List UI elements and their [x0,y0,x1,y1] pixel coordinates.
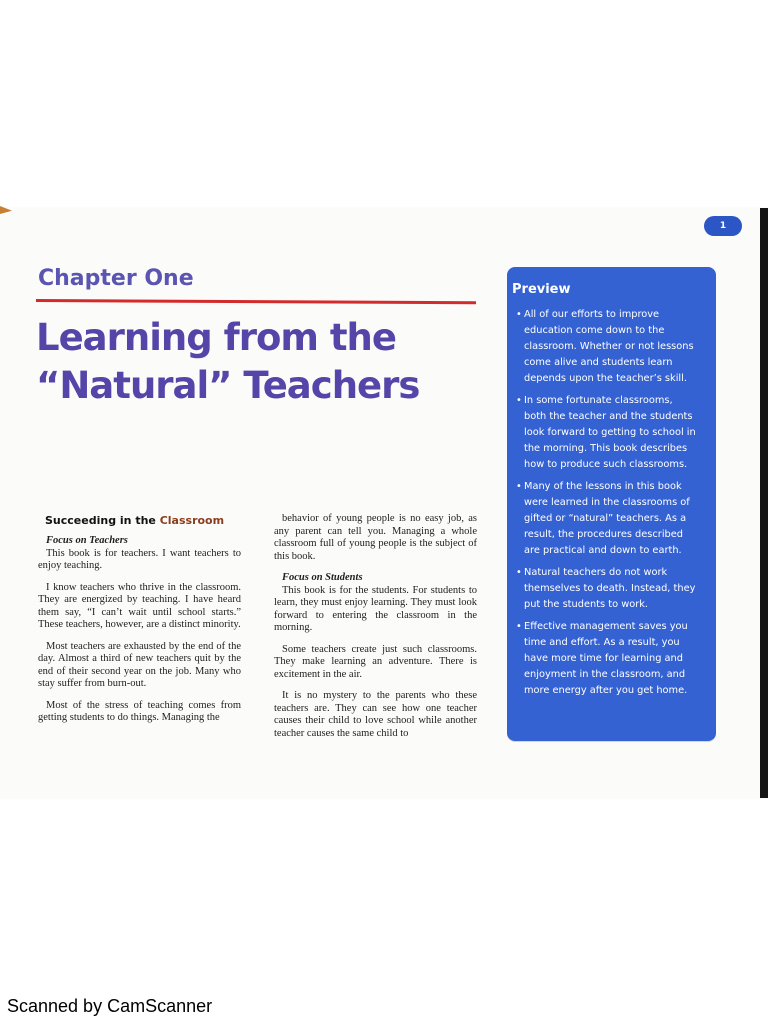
preview-item [516,479,696,559]
section-heading [45,514,224,527]
left-text-column [38,535,241,734]
focus-on-students-subhead: Focus on Students [282,572,363,583]
bullet-icon: • [516,395,522,406]
preview-item [516,619,696,699]
page-number-badge: 1 [704,216,742,236]
preview-item-text: In some fortunate classrooms, both the teacher and the students look forward to getting to school in the morning. This book describes how to produce such classrooms. [524,395,696,470]
preview-item-text: Many of the lessons in this book were learned in the classrooms of gifted or “natural” teachers. As a result, the procedures described are practical and down to earth. [524,481,690,556]
paragraph: It is no mystery to the parents who these teachers are. They can see how one teacher causes their child to love school while another teacher causes the same child to [274,690,477,739]
chapter-title: Learning from the “Natural” Teachers [36,316,420,407]
page-edge-shadow [760,208,768,798]
section-heading-prefix: Succeeding in the [45,514,160,527]
preview-title: Preview [512,282,571,297]
bullet-icon: • [516,309,522,320]
scanner-watermark: Scanned by CamScanner [7,996,213,1016]
chapter-label: Chapter One [38,266,194,291]
preview-item-text: All of our efforts to improve education come down to the classroom. Whether or not lessons come alive and students learn depends upon the teacher’s skill. [524,309,694,384]
focus-on-teachers-subhead: Focus on Teachers [46,535,128,546]
paragraph: Some teachers create just such classrooms. They make learning an adventure. There is excitement in the air. [274,643,477,680]
bullet-icon: • [516,567,522,578]
paragraph: Most of the stress of teaching comes from getting students to do things. Managing the [38,699,241,723]
paragraph: This book is for the students. For students to learn, they must enjoy learning. They must look forward to entering the classroom in the morning. [274,584,477,633]
section-heading-accent: Classroom [159,514,225,527]
preview-list [516,307,696,705]
preview-item-text: Effective management saves you time and effort. As a result, you have more time for learning and enjoyment in the classroom, and more energy after you get home. [524,621,688,696]
paragraph: behavior of young people is no easy job, as any parent can tell you. Managing a whole classroom full of young people is the subject of this book. [274,513,477,562]
bullet-icon: • [516,621,522,632]
paragraph: Most teachers are exhausted by the end of the day. Almost a third of new teachers quit by the end of their second year on the job. Many who stay suffer from burn-out. [38,640,241,689]
preview-item [516,307,696,387]
preview-item [516,393,696,473]
right-text-column [274,513,477,749]
bullet-icon: • [516,481,522,492]
paragraph: This book is for teachers. I want teachers to enjoy teaching. [38,547,241,571]
preview-item-text: Natural teachers do not work themselves to death. Instead, they put the students to work. [524,567,696,610]
preview-item [516,565,696,613]
paragraph: I know teachers who thrive in the classroom. They are energized by teaching. I have heard them say, “I can’t wait until school starts.” These teachers, however, are a distinct minority. [38,581,241,630]
